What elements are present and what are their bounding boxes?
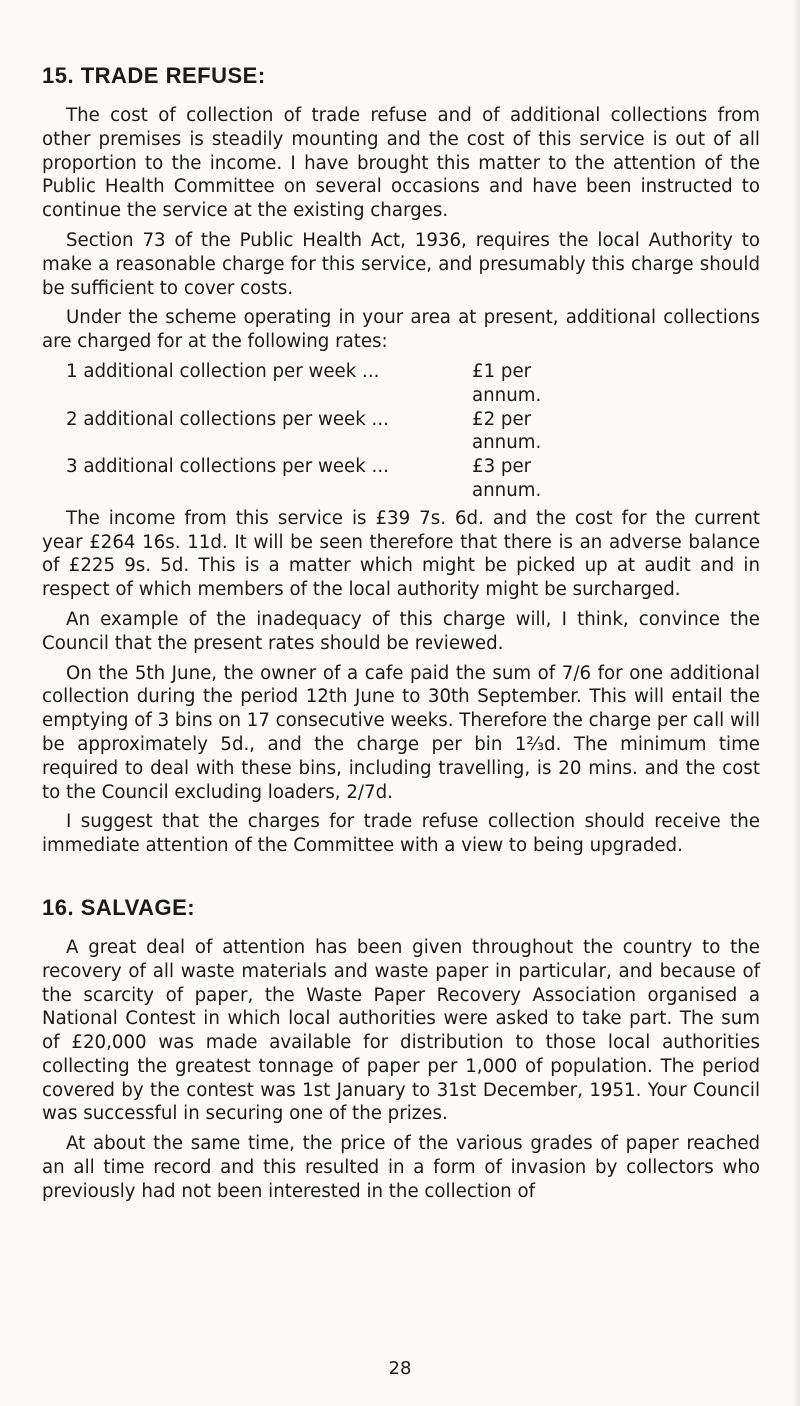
rate-description: 1 additional collection per week ... [66,360,380,382]
paragraph: On the 5th June, the owner of a cafe paid the sum of 7/6 for one additional collection during the period 12th June to 30th September. This will entail the emptying of 3 bins on 17 consecutive weeks. Therefore the charge per call will be approximately 5d., and the charge per bin 1⅔d. The minimum time required to deal with these bins, including travelling, is 20 mins. and the cost to the Council excluding loaders, 2/7d. [42,662,760,803]
paragraph: I suggest that the charges for trade refuse collection should receive the immediate attention of the Committee with a view to being upgraded. [42,811,760,857]
rate-amount: £3 per annum. [472,456,542,501]
paragraph: Section 73 of the Public Health Act, 1936, requires the local Authority to make a reasonable charge for this service, and presumably this charge should be sufficient to cover costs. [42,229,760,299]
section-spacer [42,864,760,894]
section-heading-salvage: 16. SALVAGE: [42,894,196,920]
section-trade-refuse [42,62,760,858]
paragraph: At about the same time, the price of the various grades of paper reached an all time record and this resulted in a form of invasion by collectors who previously had not been interested in the collection of [42,1133,760,1202]
paragraph: An example of the inadequacy of this charge will, I think, convince the Council that the present rates should be reviewed. [42,608,760,654]
rate-row [66,360,760,408]
section-heading-trade-refuse: 15. TRADE REFUSE: [42,63,266,88]
rate-row [66,408,760,456]
rate-amount: £2 per annum. [472,408,542,454]
paragraph: The income from this service is £39 7s. 6d. and the cost for the current year £264 16s. 11d. It will be seen therefore that there is an adverse balance of £225 9s. 5d. This is a matter which might be picked up at audit and in respect of which members of the local authority might be surcharged. [42,507,760,601]
document-page [42,62,760,1210]
rate-description: 2 additional collections per week ... [66,408,389,430]
paragraph: The cost of collection of trade refuse and of additional collections from other premises is steadily mounting and the cost of this service is out of all proportion to the income. I have brought this matter to the attention of the Public Health Committee on several occasions and have been instructed to continue the service at the existing charges. [42,105,760,222]
rate-description: 3 additional collections per week ... [66,456,389,478]
page-number: 28 [388,1358,412,1379]
rates-list [42,360,760,503]
page-edge-shadow [792,0,800,1406]
rate-row [66,455,760,503]
paragraph: Under the scheme operating in your area at present, additional collections are charged for at the following rates: [42,307,760,353]
rate-amount: £1 per annum. [472,360,542,406]
paragraph: A great deal of attention has been given throughout the country to the recovery of all waste materials and waste paper in particular, and because of the scarcity of paper, the Waste Paper Recovery Association organised a National Contest in which local authorities were asked to take part. The sum of £20,000 was made available for distribution to those local authorities collecting the greatest tonnage of paper per 1,000 of population. The period covered by the contest was 1st January to 31st December, 1951. Your Council was successful in securing one of the prizes. [42,936,760,1125]
section-salvage [42,894,760,1204]
